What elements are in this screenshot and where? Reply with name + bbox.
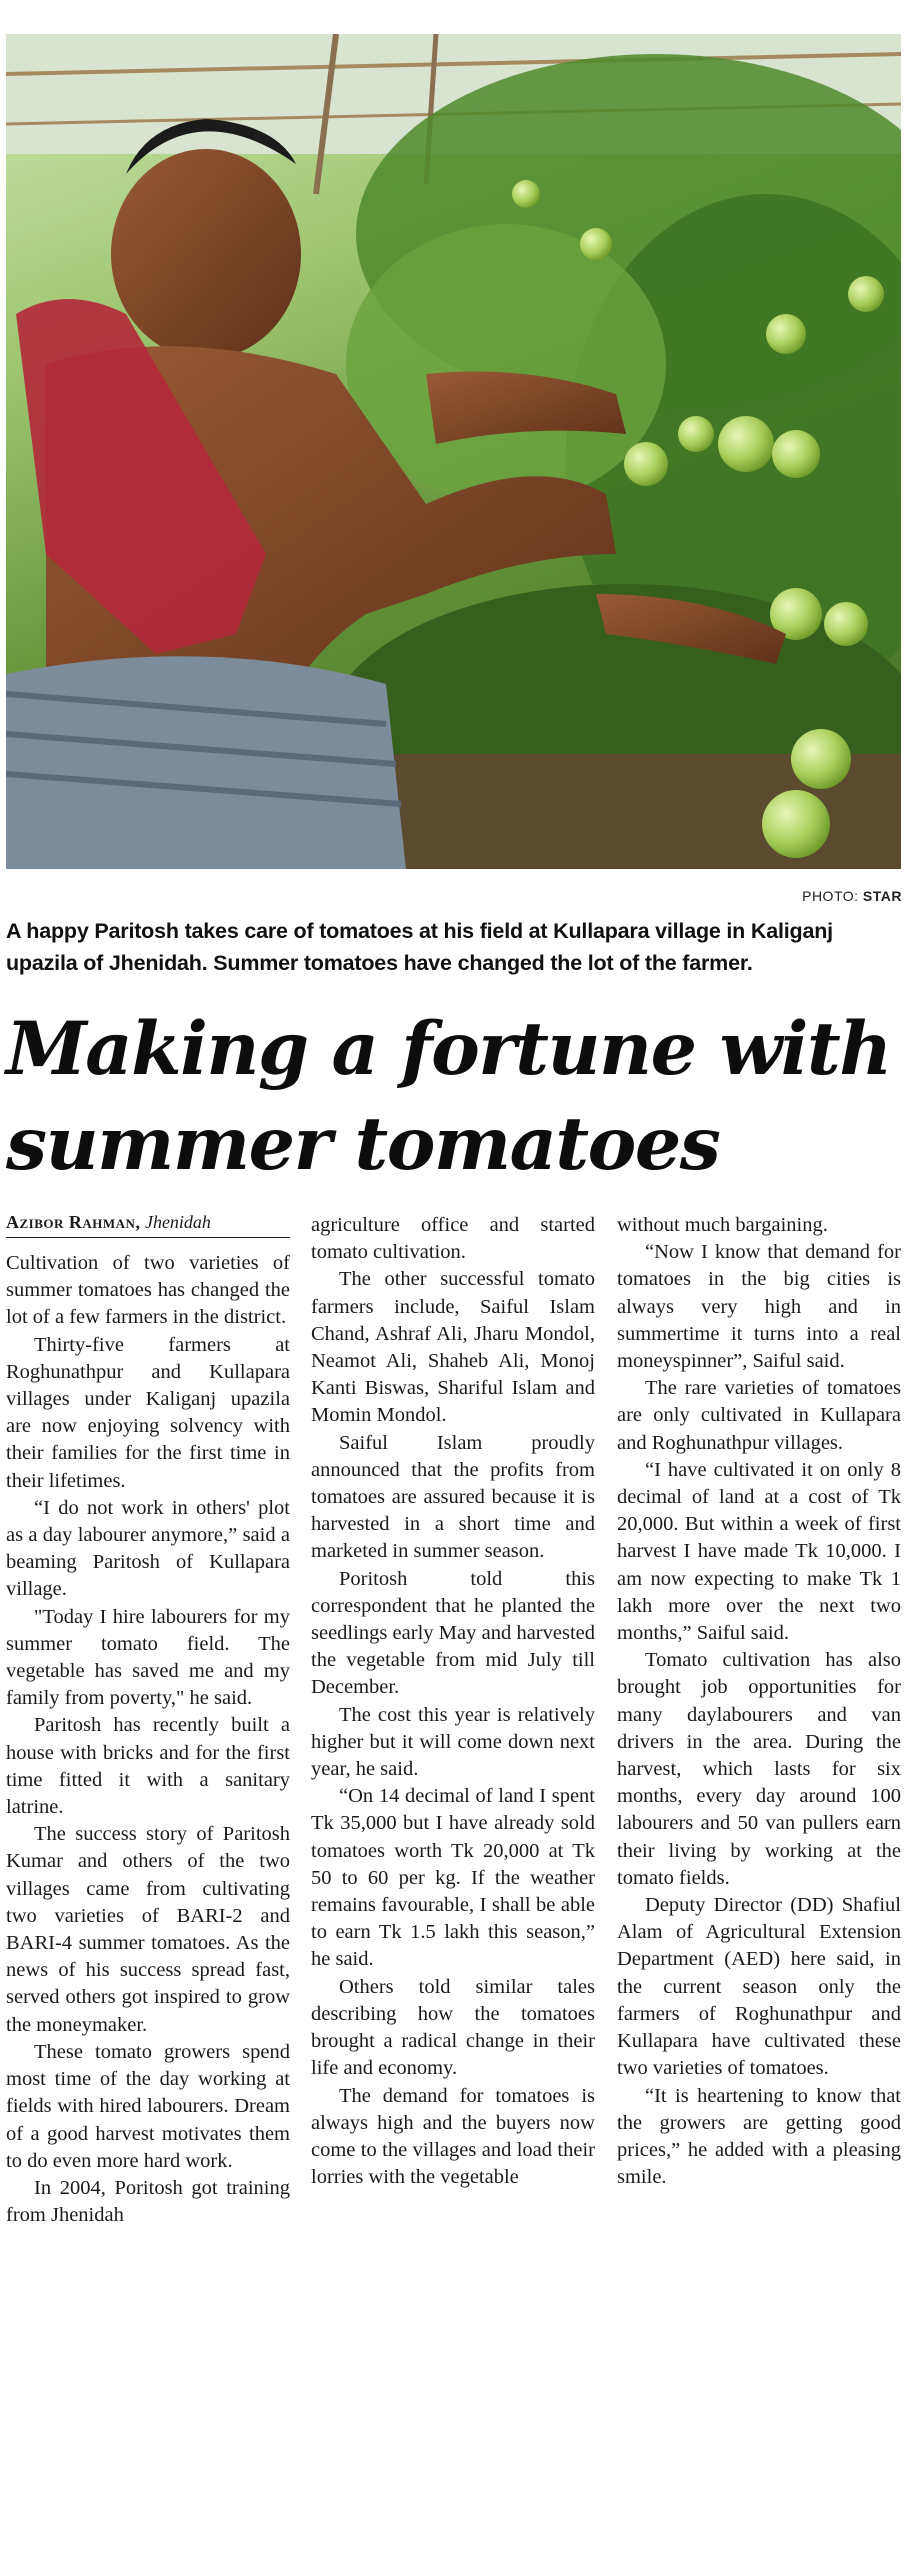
farmer-with-tomatoes-illustration <box>6 34 901 869</box>
byline-location: Jhenidah <box>144 1212 211 1232</box>
paragraph: Others told similar tales describing how the tomatoes brought a radical change in their life and economy. <box>311 1975 595 2080</box>
headline <box>6 1002 911 1192</box>
article-column-1 <box>6 1250 290 2229</box>
photo-caption: A happy Paritosh takes care of tomatoes at his field at Kullapara village in Kaliganj upazila of Jhenidah. Summer tomatoes have changed the lot of the farmer. <box>6 919 833 975</box>
paragraph: Thirty-five farmers at Roghunathpur and Kullapara villages under Kaliganj upazila are now enjoying solvency with their families for the first time in their lifetimes. <box>6 1333 290 1492</box>
paragraph: Deputy Director (DD) Shafiul Alam of Agricultural Extension Department (AED) here said, in the current season only the farmers of Roghunathpur and Kullapara have cultivated these two varieties of tomatoes. <box>617 1894 901 2080</box>
article-column-3 <box>617 1212 901 2191</box>
paragraph: The rare varieties of tomatoes are only cultivated in Kullapara and Roghunathpur villages. <box>617 1377 901 1454</box>
headline-line-2: summer tomatoes <box>6 1101 720 1187</box>
paragraph: without much bargaining. <box>617 1214 828 1236</box>
paragraph: “I have cultivated it on only 8 decimal of land at a cost of Tk 20,000. But within a week of first harvest I have made Tk 10,000. I am now expecting to make Tk 1 lakh more over the next two months,” Saiful said. <box>617 1458 901 1645</box>
byline <box>6 1212 290 1238</box>
paragraph: In 2004, Poritosh got training from Jhenidah <box>6 2176 290 2227</box>
paragraph: Saiful Islam proudly announced that the profits from tomatoes are assured because it is harvested in a short time and marketed in summer season. <box>311 1431 595 1563</box>
photo-credit <box>802 888 902 904</box>
photo-credit-label: PHOTO: <box>802 888 859 904</box>
paragraph: “I do not work in others' plot as a day labourer anymore,” said a beaming Paritosh of Kullapara village. <box>6 1496 290 1601</box>
byline-author: Azibor Rahman, <box>6 1212 141 1232</box>
paragraph: “It is heartening to know that the growers are getting good prices,” he added with a pleasing smile. <box>617 2084 901 2189</box>
paragraph: “On 14 decimal of land I spent Tk 35,000 but I have already sold tomatoes worth Tk 20,000 at Tk 50 to 60 per kg. If the weather remains favourable, I shall be able to earn Tk 1.5 lakh this season,” he said. <box>311 1785 595 1971</box>
paragraph: agriculture office and started tomato cultivation. <box>311 1214 595 1264</box>
paragraph: Poritosh told this correspondent that he planted the seedlings early May and harvested the vegetable from mid July till December. <box>311 1567 595 1699</box>
paragraph: “Now I know that demand for tomatoes in the big cities is always very high and in summertime it turns into a real moneyspinner”, Saiful said. <box>617 1241 901 1373</box>
paragraph: Paritosh has recently built a house with bricks and for the first time fitted it with a sanitary latrine. <box>6 1714 290 1819</box>
paragraph: The success story of Paritosh Kumar and others of the two villages came from cultivating two varieties of BARI-2 and BARI-4 summer tomatoes. As the news of his success spread fast, served others got inspired to grow the moneymaker. <box>6 1823 290 2036</box>
headline-line-1: Making a fortune with <box>6 1006 891 1092</box>
paragraph: The demand for tomatoes is always high and the buyers now come to the villages and load their lorries with the vegetable <box>311 2084 595 2189</box>
paragraph: "Today I hire labourers for my summer tomato field. The vegetable has saved me and my family from poverty," he said. <box>6 1605 290 1710</box>
paragraph: These tomato growers spend most time of the day working at fields with hired labourers. Dream of a good harvest motivates them to do even more hard work. <box>6 2040 290 2172</box>
paragraph: The cost this year is relatively higher but it will come down next year, he said. <box>311 1703 595 1781</box>
photo-credit-source: STAR <box>862 888 902 904</box>
paragraph: Cultivation of two varieties of summer tomatoes has changed the lot of a few farmers in the district. <box>6 1252 290 1329</box>
news-photo <box>6 34 901 869</box>
article-column-2 <box>311 1212 595 2191</box>
paragraph: The other successful tomato farmers include, Saiful Islam Chand, Ashraf Ali, Jharu Mondol, Neamot Ali, Shaheb Ali, Monoj Kanti Biswas, Shariful Islam and Momin Mondol. <box>311 1268 595 1427</box>
paragraph: Tomato cultivation has also brought job opportunities for many daylabourers and van drivers in the area. During the harvest, which lasts for six months, every day around 100 labourers and 50 van pullers earn their living by working at the tomato fields. <box>617 1649 901 1889</box>
